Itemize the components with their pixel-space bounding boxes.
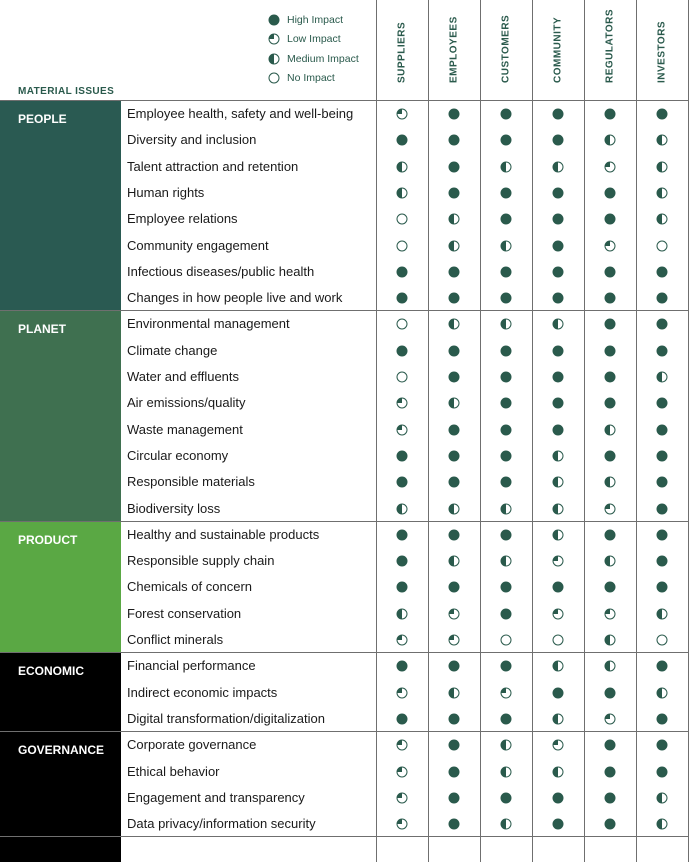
full-impact-icon [656, 713, 668, 725]
half-impact-icon [604, 634, 616, 646]
full-impact-icon [500, 345, 512, 357]
full-impact-icon [604, 687, 616, 699]
half-impact-icon [448, 213, 460, 225]
legend-label: No Impact [287, 72, 335, 85]
issue-label: Healthy and sustainable products [127, 526, 320, 542]
issue-label: Air emissions/quality [127, 395, 246, 411]
column-header-label: CUSTOMERS [500, 14, 512, 83]
half-impact-icon [604, 660, 616, 672]
column-header-label: COMMUNITY [552, 16, 564, 83]
full-impact-icon [500, 529, 512, 541]
half-impact-icon [448, 397, 460, 409]
table-row [0, 469, 689, 495]
full-impact-icon [656, 476, 668, 488]
half-impact-icon [552, 476, 564, 488]
legend-label: High Impact [287, 13, 344, 26]
table-row [0, 574, 689, 600]
full-impact-icon [396, 450, 408, 462]
table-row [0, 364, 689, 390]
half-impact-icon [656, 792, 668, 804]
quarter-impact-icon [396, 818, 408, 830]
half-impact-icon [552, 318, 564, 330]
full-impact-icon [552, 818, 564, 830]
quarter-impact-icon [604, 240, 616, 252]
category-label: ECONOMIC [18, 664, 84, 679]
full-impact-icon [448, 345, 460, 357]
category-label: PRODUCT [18, 532, 78, 547]
quarter-impact-icon [396, 687, 408, 699]
legend-item [268, 49, 359, 69]
half-impact-icon [396, 608, 408, 620]
full-impact-icon [396, 266, 408, 278]
quarter-impact-icon [396, 634, 408, 646]
legend [268, 10, 359, 88]
full-impact-icon [396, 345, 408, 357]
full-impact-icon [604, 450, 616, 462]
half-impact-icon [552, 766, 564, 778]
issue-label: Ethical behavior [127, 763, 220, 779]
quarter-impact-icon [604, 503, 616, 515]
half-impact-icon [552, 660, 564, 672]
table-row [0, 233, 689, 259]
table-row [0, 154, 689, 180]
full-impact-icon [448, 766, 460, 778]
quarter-impact-icon [552, 555, 564, 567]
full-impact-icon [396, 713, 408, 725]
issue-label: Financial performance [127, 658, 256, 674]
full-impact-icon [656, 529, 668, 541]
quarter-impact-icon [448, 608, 460, 620]
full-impact-icon [500, 371, 512, 383]
half-impact-icon [500, 503, 512, 515]
column-header [428, 0, 480, 98]
full-impact-icon [552, 424, 564, 436]
empty-impact-icon [396, 213, 408, 225]
issue-label: Data privacy/information security [127, 816, 316, 832]
quarter-impact-icon [604, 161, 616, 173]
issue-label: Community engagement [127, 237, 269, 253]
issue-label: Responsible supply chain [127, 553, 275, 569]
full-impact-icon [656, 318, 668, 330]
empty-circle-icon [268, 72, 280, 84]
column-header-label: SUPPLIERS [396, 21, 408, 83]
quarter-impact-icon [604, 713, 616, 725]
quarter-impact-icon [552, 739, 564, 751]
column-header [480, 0, 532, 98]
table-row [0, 759, 689, 785]
table-row [0, 390, 689, 416]
half-impact-icon [448, 687, 460, 699]
half-impact-icon [552, 713, 564, 725]
full-impact-icon [396, 581, 408, 593]
column-header-label: INVESTORS [656, 20, 668, 83]
table-row [0, 680, 689, 706]
full-impact-icon [604, 318, 616, 330]
column-header [532, 0, 584, 98]
full-impact-icon [500, 476, 512, 488]
full-impact-icon [448, 529, 460, 541]
half-impact-icon [656, 161, 668, 173]
issue-label: Digital transformation/digitalization [127, 710, 325, 726]
half-impact-icon [396, 503, 408, 515]
table-row [0, 417, 689, 443]
issue-label: Infectious diseases/public health [127, 263, 315, 279]
full-impact-icon [448, 450, 460, 462]
column-header [584, 0, 636, 98]
category-label: PEOPLE [18, 112, 67, 126]
issue-label: Waste management [127, 421, 243, 437]
table-row [0, 653, 689, 679]
table-row [0, 627, 689, 653]
quarter-impact-icon [500, 687, 512, 699]
category-governance-extension [0, 837, 121, 862]
full-impact-icon [500, 292, 512, 304]
full-impact-icon [448, 371, 460, 383]
table-row [0, 706, 689, 732]
half-impact-icon [552, 450, 564, 462]
table-row [0, 785, 689, 811]
quarter-impact-icon [396, 739, 408, 751]
half-impact-icon [448, 503, 460, 515]
table-row [0, 443, 689, 469]
full-impact-icon [604, 766, 616, 778]
issue-label: Talent attraction and retention [127, 158, 299, 174]
full-circle-icon [268, 14, 280, 26]
issue-label: Environmental management [127, 316, 290, 332]
full-impact-icon [396, 476, 408, 488]
half-circle-icon [268, 53, 280, 65]
empty-impact-icon [396, 371, 408, 383]
empty-impact-icon [552, 634, 564, 646]
issue-label: Employee health, safety and well-being [127, 106, 354, 121]
quarter-impact-icon [396, 424, 408, 436]
full-impact-icon [604, 397, 616, 409]
half-impact-icon [500, 555, 512, 567]
full-impact-icon [552, 792, 564, 804]
full-impact-icon [448, 108, 460, 120]
quarter-impact-icon [604, 608, 616, 620]
full-impact-icon [500, 134, 512, 146]
full-impact-icon [604, 818, 616, 830]
full-impact-icon [500, 608, 512, 620]
table-row [0, 101, 689, 127]
half-impact-icon [604, 134, 616, 146]
half-impact-icon [656, 608, 668, 620]
full-impact-icon [448, 187, 460, 199]
table-row [0, 127, 689, 153]
table-row [0, 259, 689, 285]
issue-label: Diversity and inclusion [127, 132, 257, 148]
full-impact-icon [656, 503, 668, 515]
quarter-impact-icon [396, 397, 408, 409]
quarter-impact-icon [396, 792, 408, 804]
table-row [0, 601, 689, 627]
half-impact-icon [656, 371, 668, 383]
half-impact-icon [396, 161, 408, 173]
material-issues-header: MATERIAL ISSUES [18, 86, 115, 97]
legend-label: Low Impact [287, 33, 341, 46]
full-impact-icon [448, 161, 460, 173]
half-impact-icon [500, 818, 512, 830]
column-header [636, 0, 688, 98]
category-label: GOVERNANCE [18, 743, 105, 758]
issue-label: Biodiversity loss [127, 500, 221, 516]
table-row [0, 522, 689, 548]
full-impact-icon [500, 713, 512, 725]
full-impact-icon [448, 660, 460, 672]
half-impact-icon [656, 687, 668, 699]
full-impact-icon [604, 529, 616, 541]
issue-label: Employee relations [127, 211, 238, 227]
full-impact-icon [604, 345, 616, 357]
half-impact-icon [448, 318, 460, 330]
full-impact-icon [552, 371, 564, 383]
full-impact-icon [552, 108, 564, 120]
half-impact-icon [500, 161, 512, 173]
full-impact-icon [604, 739, 616, 751]
full-impact-icon [448, 581, 460, 593]
full-impact-icon [500, 397, 512, 409]
full-impact-icon [448, 266, 460, 278]
quarter-impact-icon [396, 766, 408, 778]
column-header [376, 0, 428, 98]
issue-label: Circular economy [127, 447, 229, 463]
half-impact-icon [552, 161, 564, 173]
full-impact-icon [656, 581, 668, 593]
half-impact-icon [448, 555, 460, 567]
full-impact-icon [552, 266, 564, 278]
table-row [0, 732, 689, 758]
full-impact-icon [396, 529, 408, 541]
full-impact-icon [656, 292, 668, 304]
full-impact-icon [396, 660, 408, 672]
full-impact-icon [656, 108, 668, 120]
issue-label: Engagement and transparency [127, 789, 305, 805]
full-impact-icon [604, 213, 616, 225]
full-impact-icon [604, 108, 616, 120]
table-row [0, 311, 689, 337]
quarter-impact-icon [396, 108, 408, 120]
half-impact-icon [500, 318, 512, 330]
full-impact-icon [656, 660, 668, 672]
full-impact-icon [604, 792, 616, 804]
full-impact-icon [448, 292, 460, 304]
table-row [0, 285, 689, 311]
issue-label: Climate change [127, 342, 218, 358]
issue-label: Water and effluents [127, 369, 240, 384]
half-impact-icon [500, 739, 512, 751]
quarter-impact-icon [448, 634, 460, 646]
table-row [0, 338, 689, 364]
half-impact-icon [448, 240, 460, 252]
issue-label: Changes in how people live and work [127, 290, 343, 306]
full-impact-icon [552, 397, 564, 409]
issue-label: Forest conservation [127, 605, 242, 621]
half-impact-icon [656, 213, 668, 225]
full-impact-icon [448, 424, 460, 436]
full-impact-icon [500, 581, 512, 593]
issue-label: Chemicals of concern [127, 579, 252, 595]
full-impact-icon [396, 134, 408, 146]
full-impact-icon [500, 424, 512, 436]
legend-item [268, 30, 359, 50]
issue-label: Responsible materials [127, 474, 255, 490]
empty-impact-icon [500, 634, 512, 646]
issue-label: Conflict minerals [127, 632, 224, 647]
full-impact-icon [500, 187, 512, 199]
full-impact-icon [448, 713, 460, 725]
full-impact-icon [656, 266, 668, 278]
half-impact-icon [552, 503, 564, 515]
full-impact-icon [448, 792, 460, 804]
full-impact-icon [448, 134, 460, 146]
full-impact-icon [552, 187, 564, 199]
full-impact-icon [604, 292, 616, 304]
half-impact-icon [604, 476, 616, 488]
quarter-circle-icon [268, 33, 280, 45]
column-header-label: REGULATORS [604, 8, 616, 83]
full-impact-icon [656, 424, 668, 436]
issue-label: Indirect economic impacts [127, 684, 278, 700]
full-impact-icon [396, 292, 408, 304]
table-row [0, 180, 689, 206]
full-impact-icon [604, 266, 616, 278]
full-impact-icon [656, 450, 668, 462]
legend-item [268, 69, 359, 89]
half-impact-icon [500, 240, 512, 252]
column-header-label: EMPLOYEES [448, 16, 460, 83]
full-impact-icon [500, 266, 512, 278]
legend-label: Medium Impact [287, 52, 359, 65]
full-impact-icon [656, 397, 668, 409]
full-impact-icon [500, 792, 512, 804]
empty-impact-icon [396, 318, 408, 330]
half-impact-icon [656, 818, 668, 830]
table-row [0, 496, 689, 522]
full-impact-icon [552, 134, 564, 146]
table-row [0, 548, 689, 574]
half-impact-icon [656, 134, 668, 146]
half-impact-icon [396, 187, 408, 199]
full-impact-icon [552, 581, 564, 593]
empty-impact-icon [396, 240, 408, 252]
empty-impact-icon [656, 634, 668, 646]
full-impact-icon [500, 108, 512, 120]
full-impact-icon [604, 581, 616, 593]
full-impact-icon [552, 213, 564, 225]
full-impact-icon [500, 660, 512, 672]
quarter-impact-icon [552, 608, 564, 620]
issue-label: Corporate governance [127, 737, 257, 753]
full-impact-icon [448, 476, 460, 488]
table-row [0, 206, 689, 232]
full-impact-icon [604, 187, 616, 199]
full-impact-icon [448, 739, 460, 751]
empty-impact-icon [656, 240, 668, 252]
full-impact-icon [656, 739, 668, 751]
full-impact-icon [656, 345, 668, 357]
full-impact-icon [552, 345, 564, 357]
full-impact-icon [448, 818, 460, 830]
full-impact-icon [552, 292, 564, 304]
legend-item [268, 10, 359, 30]
full-impact-icon [396, 555, 408, 567]
full-impact-icon [656, 555, 668, 567]
full-impact-icon [500, 450, 512, 462]
issue-label: Human rights [127, 184, 205, 200]
full-impact-icon [656, 766, 668, 778]
half-impact-icon [552, 529, 564, 541]
full-impact-icon [552, 687, 564, 699]
table-row [0, 811, 689, 837]
full-impact-icon [604, 371, 616, 383]
full-impact-icon [552, 240, 564, 252]
half-impact-icon [656, 187, 668, 199]
full-impact-icon [500, 213, 512, 225]
half-impact-icon [604, 555, 616, 567]
half-impact-icon [604, 424, 616, 436]
category-label: PLANET [18, 322, 66, 337]
half-impact-icon [500, 766, 512, 778]
